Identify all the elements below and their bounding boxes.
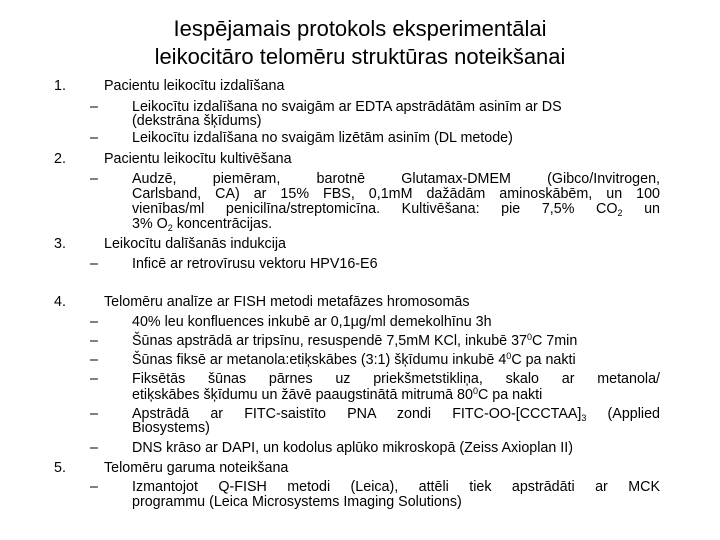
subitem-line: Apstrādā ar FITC-saistīto PNA zondi FITC-$OO-[CCCTAA]_3$ (Applied: [132, 406, 660, 423]
dash-bullet: –: [90, 333, 98, 349]
dash-bullet: –: [90, 99, 98, 115]
dash-bullet: –: [90, 256, 98, 272]
item-number: 5.: [54, 460, 66, 476]
dash-bullet: –: [90, 406, 98, 422]
subitem-line: programmu (Leica Microsystems Imaging Solutions): [132, 494, 462, 510]
item-number: 1.: [54, 78, 66, 94]
dash-bullet: –: [90, 352, 98, 368]
subitem-line: (dekstrāna šķīdums): [132, 113, 262, 129]
dash-bullet: –: [90, 440, 98, 456]
subitem-line: vienības/ml penicilīna/streptomicīna. Kultivēšana: pie 7,5% $CO_2$ un: [132, 201, 661, 218]
item-heading: Pacientu leikocītu kultivēšana: [104, 151, 292, 167]
subitem-line: Carlsband, CA) ar 15% FBS, 0,1mM dažādām aminoskābēm, un 100: [132, 186, 660, 202]
item-number: 3.: [54, 236, 66, 252]
item-number: 2.: [54, 151, 66, 167]
subitem-line: etiķskābes šķīdumu un žāvē paaugstinātā mitrumā $80^0C$ pa nakti: [132, 386, 543, 403]
subitem-line: Šūnas fiksē ar metanola:etiķskābes (3:1) šķīdumu inkubē $4^0C$ pa nakti: [132, 351, 576, 368]
subitem-line: Biosystems): [132, 420, 210, 436]
subitem-line: Šūnas apstrādā ar tripsīnu, resuspendē 7,5mM KCl, inkubē $37^0C$ 7min: [132, 332, 578, 349]
dash-bullet: –: [90, 171, 98, 187]
subitem-line: 40% leu konfluences inkubē ar 0,1μg/ml demekolhīnu 3h: [132, 314, 492, 330]
item-heading: Telomēru garuma noteikšana: [104, 460, 289, 476]
subitem-line: Leikocītu izdalīšana no svaigām lizētām asinīm (DL metode): [132, 130, 513, 146]
subitem-line: DNS krāso ar DAPI, un kodolus aplūko mikroskopā (Zeiss Axioplan II): [132, 440, 574, 456]
title-line-2: leikocitāro telomēru struktūras noteikšanai: [154, 44, 566, 69]
subitem-line: Leikocītu izdalīšana no svaigām ar EDTA apstrādātām asinīm ar DS: [132, 99, 562, 115]
item-heading: Telomēru analīze ar FISH metodi metafāzes hromosomās: [104, 294, 470, 310]
item-heading: Pacientu leikocītu izdalīšana: [104, 78, 285, 94]
subitem-line: Izmantojot Q-FISH metodi (Leica), attēli tiek apstrādāti ar MCK: [132, 479, 660, 495]
item-number: 4.: [54, 294, 66, 310]
subitem-line: 3% $O_2$ koncentrācijas.: [132, 216, 273, 233]
dash-bullet: –: [90, 130, 98, 146]
dash-bullet: –: [90, 314, 98, 330]
dash-bullet: –: [90, 371, 98, 387]
title-line-1: Iespējamais protokols eksperimentālai: [173, 16, 547, 41]
subitem-line: Inficē ar retrovīrusu vektoru HPV16-E6: [132, 256, 378, 272]
subitem-line: Fiksētās šūnas pārnes uz priekšmetstikliņa, skalo ar metanola/: [132, 371, 660, 387]
dash-bullet: –: [90, 479, 98, 495]
item-heading: Leikocītu dalīšanās indukcija: [104, 236, 286, 252]
subitem-line: Audzē, piemēram, barotnē Glutamax-DMEM (Gibco/Invitrogen,: [132, 171, 660, 187]
